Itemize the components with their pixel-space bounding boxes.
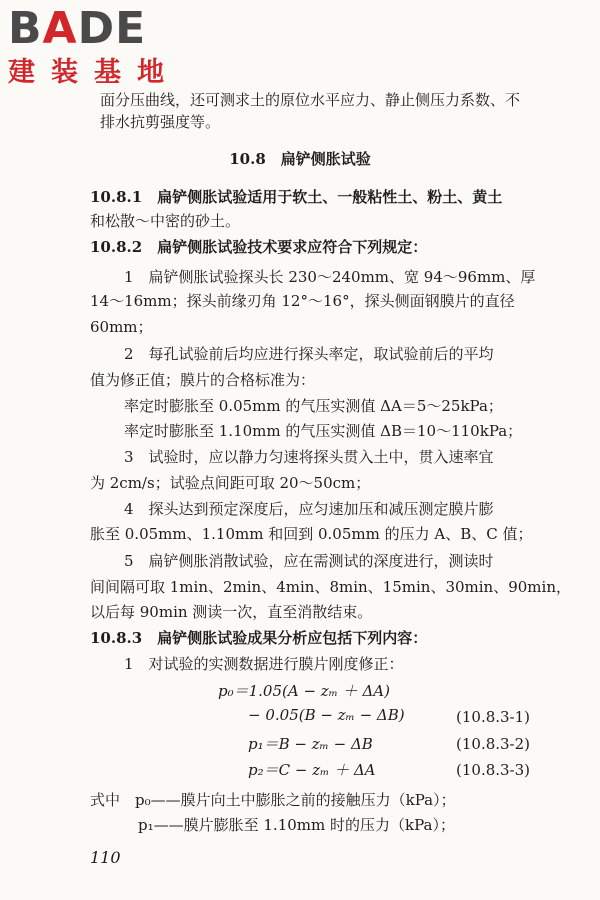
equation-p0-line1: p₀＝1.05(A − zₘ ＋ ΔA) bbox=[218, 682, 390, 700]
body-line: 为 2cm/s；试验点间距可取 20～50cm； bbox=[90, 474, 371, 492]
body-line: 60mm； bbox=[90, 318, 153, 336]
clause-10-8-2: 10.8.2 扁铲侧胀试验技术要求应符合下列规定： bbox=[90, 238, 428, 256]
body-line: 值为修正值；膜片的合格标准为： bbox=[90, 371, 316, 389]
body-line: 14～16mm；探头前缘刃角 12°～16°，探头侧面钢膜片的直径 bbox=[90, 292, 515, 310]
equation-number: (10.8.3-3) bbox=[456, 761, 531, 779]
logo-subtitle: 建装基地 bbox=[8, 57, 180, 88]
list-item: 1 扁铲侧胀试验探头长 230～240mm、宽 94～96mm、厚 bbox=[124, 268, 536, 286]
list-item: 4 探头达到预定深度后，应匀速加压和减压测定膜片膨 bbox=[124, 500, 494, 518]
body-line: 率定时膨胀至 1.10mm 的气压实测值 ΔB＝10～110kPa； bbox=[124, 422, 523, 440]
page-number: 110 bbox=[90, 848, 121, 867]
list-item: 1 对试验的实测数据进行膜片刚度修正： bbox=[124, 655, 404, 673]
logo-wordmark: BADE bbox=[8, 3, 147, 54]
body-line: 率定时膨胀至 0.05mm 的气压实测值 ΔA＝5～25kPa； bbox=[124, 397, 503, 415]
body-line: 间间隔可取 1min、2min、4min、8min、15min、30min、90min， bbox=[90, 578, 571, 596]
list-item: 2 每孔试验前后均应进行探头率定，取试验前后的平均 bbox=[124, 345, 494, 363]
definition-p0: 式中 p₀——膜片向土中膨胀之前的接触压力（kPa）； bbox=[90, 791, 456, 809]
body-line: 以后每 90min 测读一次，直至消散结束。 bbox=[90, 603, 373, 621]
equation-number: (10.8.3-1) bbox=[456, 708, 531, 726]
logo bbox=[8, 3, 180, 90]
list-item: 5 扁铲侧胀消散试验，应在需测试的深度进行，测读时 bbox=[124, 552, 494, 570]
body-line: 胀至 0.05mm、1.10mm 和回到 0.05mm 的压力 A、B、C 值； bbox=[90, 525, 533, 543]
definition-p1: p₁——膜片膨胀至 1.10mm 时的压力（kPa）； bbox=[138, 816, 455, 834]
clause-10-8-3: 10.8.3 扁铲侧胀试验成果分析应包括下列内容： bbox=[90, 629, 428, 647]
equation-p1: p₁＝B − zₘ − ΔB bbox=[248, 735, 373, 753]
list-item: 3 试验时，应以静力匀速将探头贯入土中，贯入速率宜 bbox=[124, 448, 494, 466]
section-title: 10.8 扁铲侧胀试验 bbox=[229, 150, 371, 168]
body-line: 面分压曲线，还可测求土的原位水平应力、静止侧压力系数、不 bbox=[100, 91, 521, 109]
equation-number: (10.8.3-2) bbox=[456, 735, 531, 753]
equation-p0-line2: − 0.05(B − zₘ − ΔB) bbox=[248, 706, 405, 724]
body-line: 排水抗剪强度等。 bbox=[100, 113, 221, 131]
clause-10-8-1: 10.8.1 扁铲侧胀试验适用于软土、一般粘性土、粉土、黄土 bbox=[90, 188, 503, 206]
equation-p2: p₂＝C − zₘ ＋ ΔA bbox=[248, 761, 376, 779]
body-line: 和松散～中密的砂土。 bbox=[90, 212, 241, 230]
